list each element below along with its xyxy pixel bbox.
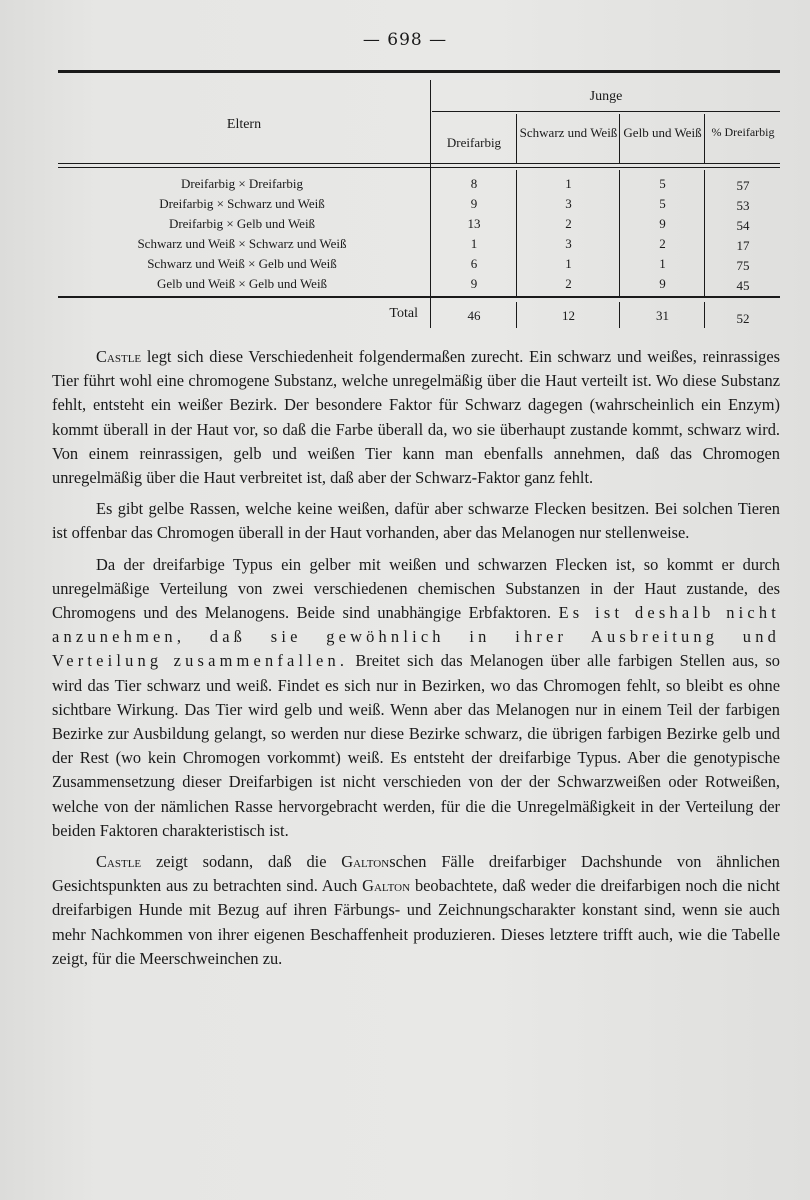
col-divider-2c (619, 302, 620, 328)
table-cell: 2 (565, 276, 572, 291)
paragraph-3: Da der dreifarbige Typus ein gelber mit weißen und schwarzen Flecken ist, so kommt er durch unregelmäßige Verteilung von zwei verschiedenen chemischen Substanzen in der Haut zustande, des Chromogens und des Melanogens. Beide sind unabhängige Erbfaktoren. Es ist deshalb nicht anzunehmen, daß sie gewöhnlich in ihrer Ausbreitung und Verteilung zusammenfallen. Breitet sich das Melanogen über alle farbigen Stellen aus, so wird das Tier schwarz und weiß. Findet es sich nur in Bezirken, wo das Chromogen fehlt, so bleibt es ohne sichtbare Wirkung. Das Tier wird gelb und weiß. Wenn aber das Melanogen nur in einem Teil der farbigen Bezirke zur Ausbildung gelangt, so werden nur diese Bezirke schwarz, die übrigen farbigen Bezirke gelb und der Rest (wo kein Chromogen vorkommt) weiß. Es entsteht der dreifarbige Typus. Aber die genotypische Zusammensetzung dieser Dreifarbigen ist nicht verschieden von der der Schwarzweißen oder Rotweißen, welche von der nämlichen Rasse hervorgebracht werden, für die die Unregelmäßigkeit in der Verteilung der beiden Faktoren charakteristisch ist. (52, 554, 781, 840)
col-divider-2 (619, 114, 620, 164)
col-divider-1b (516, 170, 517, 298)
table-cell: 1 (565, 256, 572, 271)
total-dreifarbig: 46 (467, 308, 481, 323)
body-text (52, 345, 780, 971)
table-cell: 3 (565, 236, 572, 251)
paragraph-4: Castle zeigt sodann, daß die Galtonschen Fälle dreifarbiger Dachshunde von ähnlichen Gesichtspunkten aus zu betrachten sind. Auch Galton beobachtete, daß weder die dreifarbigen noch die nicht dreifarbigen Hunde mit Bezug auf ihren Färbungs- und Zeichnungscharakter konstant sind, wenn sie auch mehr Nachkommen von ihrer eigenen Beschaffenheit produzieren. Dieses letztere trifft auch, wie die Tabelle zeigt, für die Meerschweinchen zu. (52, 852, 780, 968)
col-header-percent: % Dreifarbig (711, 125, 775, 139)
page-number: — 698 — (362, 30, 448, 50)
dreifarbig-column (432, 174, 516, 298)
table-row-parents: Dreifarbig × Dreifarbig (180, 176, 304, 191)
author-name: Castle (96, 347, 142, 366)
total-percent: 52 (736, 311, 750, 326)
col-divider-3c (704, 302, 705, 328)
emphasized-text: Es ist deshalb nicht anzunehmen, daß sie gewöhnlich in ihrer Ausbreitung und Verteilung zusammenfallen. (52, 603, 780, 671)
table-top-rule (58, 70, 780, 73)
col-divider-3 (704, 114, 705, 164)
parents-divider (430, 80, 431, 328)
col-header-gelb-weiss: Gelb und Weiß (623, 125, 702, 140)
offspring-header: Junge (589, 89, 623, 104)
paragraph-2: Es gibt gelbe Rassen, welche keine weißen, dafür aber schwarze Flecken besitzen. Bei solchen Tieren ist offenbar das Chromogen überall in der Haut vorhanden, aber das Melanogen nur stellenweise. (52, 499, 780, 543)
table-cell: 75 (736, 258, 750, 273)
percent-column (706, 176, 780, 300)
table-cell: 1 (470, 236, 478, 251)
author-name: Castle (96, 852, 142, 872)
table-row-parents: Schwarz und Weiß × Gelb und Weiß (147, 256, 337, 271)
col-divider-2b (619, 170, 620, 298)
col-divider-1 (516, 114, 517, 164)
gelb-weiss-column (621, 174, 704, 298)
author-name: Galton (362, 876, 411, 896)
header-rule-2 (58, 167, 780, 168)
table-cell: 53 (736, 198, 750, 213)
table-cell: 45 (736, 278, 750, 293)
table-cell: 17 (736, 238, 750, 253)
col-header-dreifarbig: Dreifarbig (446, 135, 502, 150)
table-cell: 2 (659, 236, 666, 251)
col-header-schwarz-weiss: Schwarz und Weiß (519, 125, 618, 140)
parents-header: Eltern (226, 117, 262, 132)
paragraph-1: Castle legt sich diese Verschiedenheit folgendermaßen zurecht. Ein schwarz und weißes, reinrassiges Tier führt wohl eine chromogene Substanz, welche unregelmäßig über die Haut verteilt ist. Wo diese Substanz fehlt, entsteht ein weißer Bezirk. Der besondere Faktor für Schwarz dagegen (wahrscheinlich ein Enzym) kommt überall in der Haut vor, so daß die Farbe überall da, wo sie überhaupt zustande kommt, schwarz wird. Von einem reinrassigen, gelb und weißen Tier kann man ebenfalls annehmen, daß das Chromogen unregelmäßig über die Haut verbreitet ist, daß aber der Schwarz-Faktor ganz fehlt. (52, 347, 780, 488)
table-cell: 13 (467, 216, 481, 231)
table-cell: 9 (470, 276, 478, 291)
table-cell: 3 (565, 196, 572, 211)
table-row-parents: Dreifarbig × Gelb und Weiß (168, 216, 316, 231)
table-cell: 1 (565, 176, 572, 191)
table-cell: 9 (659, 216, 666, 231)
table-cell: 1 (659, 256, 666, 271)
table-cell: 9 (659, 276, 666, 291)
offspring-header-rule (432, 111, 780, 112)
schwarz-weiss-column (518, 174, 619, 298)
table-cell: 5 (659, 196, 666, 211)
table-row-parents: Dreifarbig × Schwarz und Weiß (159, 196, 325, 211)
header-rule-1 (58, 163, 780, 164)
table-cell: 57 (736, 178, 750, 193)
table-cell: 8 (470, 176, 478, 191)
inheritance-table (58, 70, 780, 332)
col-divider-3b (704, 170, 705, 298)
table-cell: 9 (470, 196, 478, 211)
table-cell: 54 (736, 218, 750, 233)
table-row-parents: Gelb und Weiß × Gelb und Weiß (156, 276, 328, 291)
table-cell: 5 (659, 176, 666, 191)
table-cell: 2 (565, 216, 572, 231)
parents-column (58, 174, 426, 298)
total-schwarz-weiss: 12 (562, 308, 575, 323)
author-name: Galton (341, 852, 390, 872)
col-divider-1c (516, 302, 517, 328)
table-cell: 6 (470, 256, 478, 271)
table-row-parents: Schwarz und Weiß × Schwarz und Weiß (137, 236, 347, 251)
total-gelb-weiss: 31 (656, 308, 669, 323)
total-label: Total (389, 306, 418, 321)
